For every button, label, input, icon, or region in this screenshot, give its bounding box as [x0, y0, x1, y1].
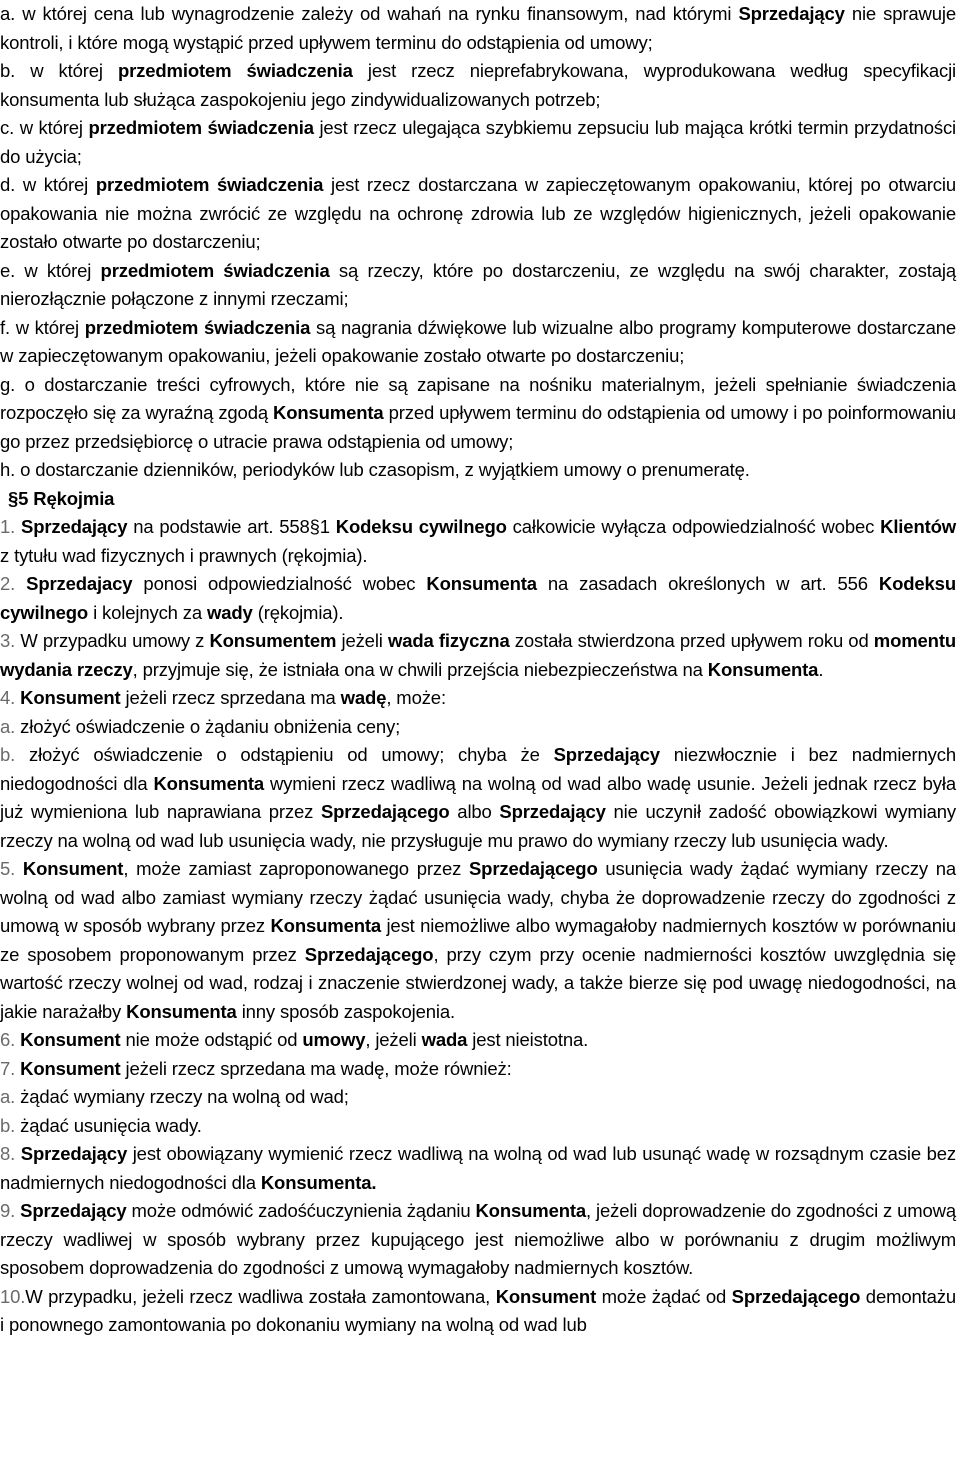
text-run: b. w której — [0, 60, 118, 81]
bold-term: Sprzedający — [499, 801, 606, 822]
bold-term: Sprzedający — [20, 1200, 127, 1221]
text-run: jest nieistotna. — [467, 1029, 589, 1050]
text-run: ponosi odpowiedzialność wobec — [132, 573, 427, 594]
bold-term: Konsument — [495, 1285, 597, 1307]
bold-term: Konsumenta — [153, 772, 265, 794]
bold-term: §5 Rękojmia — [8, 487, 115, 509]
paragraph-pf — [0, 314, 960, 371]
bold-term: Konsumenta — [707, 658, 819, 680]
bold-term: Konsumenta — [426, 573, 537, 594]
text-run: została stwierdzona przed upływem roku od — [509, 630, 874, 651]
bold-term: momentu wydania rzeczy — [0, 630, 956, 680]
bold-term: Sprzedający — [21, 516, 128, 537]
text-run: nie sprawuje kontroli, i które mogą wystąpić przed upływem terminu do odstąpienia od umowy; — [0, 3, 956, 53]
text-run: , przyjmuje się, że istniała ona w chwili przejścia niebezpieczeństwa na — [132, 658, 708, 680]
paragraph-pa — [0, 0, 960, 57]
bold-term: Kodeksu cywilnego — [0, 573, 956, 623]
item-number: b. — [0, 1114, 16, 1136]
text-run: demontażu i ponownego zamontowania po dokonaniu wymiany na wolną od wad lub — [0, 1285, 956, 1335]
item-number: 4. — [0, 687, 16, 708]
text-run: z tytułu wad fizycznych i prawnych (rękojmia). — [0, 544, 368, 566]
bold-term: Kodeksu cywilnego — [335, 516, 507, 537]
item-number: a. — [0, 1086, 16, 1107]
paragraph-p4 — [0, 684, 960, 713]
item-number: b. — [0, 744, 16, 765]
paragraph-p9 — [0, 1197, 960, 1283]
bold-term: przedmiotem świadczenia — [84, 316, 311, 338]
text-run: W przypadku umowy z — [15, 630, 210, 651]
paragraph-p7a — [0, 1083, 960, 1112]
item-number: a. — [0, 715, 16, 737]
text-run: jest niemożliwe albo wymagałoby nadmiernych kosztów w porównaniu ze sposobem proponowanym przez — [0, 915, 956, 965]
text-run: jest rzecz nieprefabrykowana, wyprodukowana według specyfikacji konsumenta lub służąca zaspokojeniu jego zindywidualizowanych potrzeb; — [0, 60, 956, 110]
text-run: inny sposób zaspokojenia. — [236, 1000, 455, 1022]
bold-term: Konsumenta — [475, 1200, 587, 1221]
text-run: są rzeczy, które po dostarczeniu, ze względu na swój charakter, zostają nierozłącznie połączone z innymi rzeczami; — [0, 259, 956, 309]
text-run: g. o dostarczanie treści cyfrowych, które nie są zapisane na nośniku materialnym, jeżeli spełnianie świadczenia rozpoczęło się za wyraźną zgodą — [0, 373, 956, 423]
bold-term: Sprzedający — [738, 3, 845, 24]
item-number: 1. — [0, 516, 16, 537]
bold-term: przedmiotem świadczenia — [95, 174, 324, 195]
text-run: wymieni rzecz wadliwą na wolną od wad albo wadę usunie. Jeżeli jednak rzecz była już wymieniona lub naprawiana przez — [0, 772, 956, 822]
text-run: W przypadku, jeżeli rzecz wadliwa została zamontowana, — [25, 1285, 496, 1307]
bold-term: Sprzedającego — [468, 858, 598, 879]
paragraph-p7b — [0, 1112, 960, 1141]
item-number: 2. — [0, 573, 16, 594]
paragraph-p4b — [0, 741, 960, 855]
paragraph-pd — [0, 171, 960, 257]
bold-term: Sprzedający — [553, 744, 660, 765]
paragraph-p7 — [0, 1055, 960, 1084]
text-run: c. w której — [0, 117, 89, 138]
bold-term: Konsumenta — [126, 1000, 237, 1022]
bold-term: Sprzedający — [20, 1143, 128, 1164]
paragraph-p8 — [0, 1140, 960, 1197]
bold-term: wadę — [340, 687, 387, 708]
paragraph-p4a — [0, 713, 960, 742]
bold-term: Sprzedającego — [304, 943, 434, 965]
paragraph-pb — [0, 57, 960, 114]
text-run: nie może odstąpić od — [120, 1029, 303, 1050]
paragraph-pg — [0, 371, 960, 457]
bold-term: Konsument — [20, 1029, 121, 1050]
text-run: , jeżeli doprowadzenie do zgodności z umową rzeczy wadliwej w sposób wybrany przez kupującego jest niemożliwe albo w porównaniu z drugim możliwym sposobem doprowadzenia do zgodności z umową wymagałoby nadmiernych kosztów. — [0, 1200, 957, 1278]
text-run: usunięcia wady żądać wymiany rzeczy na wolną od wad albo zamiast wymiany rzeczy żądać usunięcia wady, chyba że doprowadzenie rzeczy do zgodności z umową w sposób wybrany przez — [0, 858, 956, 936]
text-run: jeżeli rzecz sprzedana ma wadę, może również: — [120, 1057, 512, 1079]
bold-term: wada fizyczna — [387, 630, 510, 651]
text-run: żądać usunięcia wady. — [15, 1114, 202, 1136]
bold-term: przedmiotem świadczenia — [88, 117, 314, 138]
bold-term: Konsumentem — [209, 630, 337, 651]
item-number: 3. — [0, 630, 16, 651]
text-run — [15, 573, 26, 594]
bold-term: wady — [207, 601, 253, 623]
paragraph-ph — [0, 456, 960, 485]
bold-term: Klientów — [880, 516, 956, 537]
paragraph-p10 — [0, 1283, 960, 1340]
text-run: jeżeli — [336, 630, 388, 651]
text-run: f. w której — [0, 316, 85, 338]
text-run: złożyć oświadczenie o odstąpieniu od umowy; chyba że — [15, 744, 554, 765]
text-run: przed upływem terminu do odstąpienia od umowy i po poinformowaniu go przez przedsiębiorcę o utracie prawa odstąpienia od umowy; — [0, 402, 956, 452]
text-run — [15, 858, 23, 879]
text-run: , przy czym przy ocenie nadmierności kosztów uwzględnia się wartość rzeczy wolnej od wad, rodzaj i znaczenie stwierdzonej wady, a także bierze się pod uwagę niedogodności, na jakie narażałby — [0, 943, 956, 1022]
bold-term: Konsumenta — [270, 915, 382, 936]
text-run: całkowicie wyłącza odpowiedzialność wobec — [506, 516, 881, 537]
bold-term: Konsument — [22, 858, 124, 879]
bold-term: Konsumenta — [273, 402, 384, 423]
text-run: albo — [449, 801, 500, 822]
item-number: 5. — [0, 858, 16, 879]
text-run: może żądać od — [596, 1285, 732, 1307]
text-run: , może zamiast zaproponowanego przez — [123, 858, 469, 879]
bold-term: umowy — [302, 1029, 366, 1050]
text-run: jest rzecz dostarczana w zapieczętowanym opakowaniu, której po otwarciu opakowania nie można zwrócić ze względu na ochronę zdrowia lub ze względów higienicznych, jeżeli opakowanie zostało otwarte po dostarczeniu; — [0, 174, 957, 252]
text-run: (rękojmia). — [252, 601, 344, 623]
bold-term: przedmiotem świadczenia — [100, 259, 330, 281]
paragraph-pc — [0, 114, 960, 171]
item-number: 6. — [0, 1029, 16, 1050]
text-run: są nagrania dźwiękowe lub wizualne albo programy komputerowe dostarczane w zapieczętowanym opakowaniu, jeżeli opakowanie zostało otwarte po dostarczeniu; — [0, 316, 956, 366]
paragraph-p6 — [0, 1026, 960, 1055]
item-number: 7. — [0, 1057, 16, 1079]
section-heading — [0, 485, 960, 514]
text-run: może odmówić zadośćuczynienia żądaniu — [126, 1200, 476, 1221]
text-run: d. w której — [0, 174, 96, 195]
bold-term: przedmiotem świadczenia — [117, 60, 353, 81]
text-run: nie uczynił zadość obowiązkowi wymiany rzeczy na wolną od wad lub usunięcia wady, nie przysługuje mu prawo do wymiany rzeczy lub usunięcia wady. — [0, 801, 957, 851]
text-run: niezwłocznie i bez nadmiernych niedogodności dla — [0, 744, 957, 794]
text-run: , może: — [386, 687, 446, 708]
bold-term: Sprzedającego — [731, 1285, 861, 1307]
text-run: . — [818, 658, 824, 680]
paragraph-p5 — [0, 855, 960, 1026]
text-run: h. o dostarczanie dzienników, periodyków lub czasopism, z wyjątkiem umowy o prenumeratę. — [0, 459, 750, 480]
text-run: a. w której cena lub wynagrodzenie zależy od wahań na rynku finansowym, nad którymi — [0, 3, 739, 24]
text-run: żądać wymiany rzeczy na wolną od wad; — [15, 1086, 349, 1107]
text-run: jest obowiązany wymienić rzecz wadliwą na wolną od wad lub usunąć wadę w rozsądnym czasie bez nadmiernych niedogodności dla — [0, 1143, 956, 1193]
paragraph-pe — [0, 257, 960, 314]
item-number: 8. — [0, 1143, 16, 1164]
text-run: , jeżeli — [365, 1029, 422, 1050]
bold-term: Konsument — [20, 1057, 121, 1079]
paragraph-p3 — [0, 627, 960, 684]
bold-term: wada — [421, 1029, 468, 1050]
text-run: jest rzecz ulegająca szybkiemu zepsuciu lub mająca krótki termin przydatności do użycia; — [0, 117, 956, 167]
bold-term: Konsument — [20, 687, 121, 708]
bold-term: Sprzedajacy — [26, 573, 133, 594]
paragraph-p1 — [0, 513, 960, 570]
text-run: na podstawie art. 558§1 — [127, 516, 336, 537]
item-number: 10. — [0, 1285, 26, 1307]
text-run: i kolejnych za — [88, 601, 208, 623]
text-run: jeżeli rzecz sprzedana ma — [120, 687, 341, 708]
item-number: 9. — [0, 1200, 16, 1221]
paragraph-p2 — [0, 570, 960, 627]
text-run: na zasadach określonych w art. 556 — [536, 573, 879, 594]
bold-term: Konsumenta. — [260, 1171, 377, 1193]
bold-term: Sprzedającego — [320, 801, 450, 822]
text-run: złożyć oświadczenie o żądaniu obniżenia ceny; — [15, 715, 401, 737]
text-run: e. w której — [0, 259, 101, 281]
